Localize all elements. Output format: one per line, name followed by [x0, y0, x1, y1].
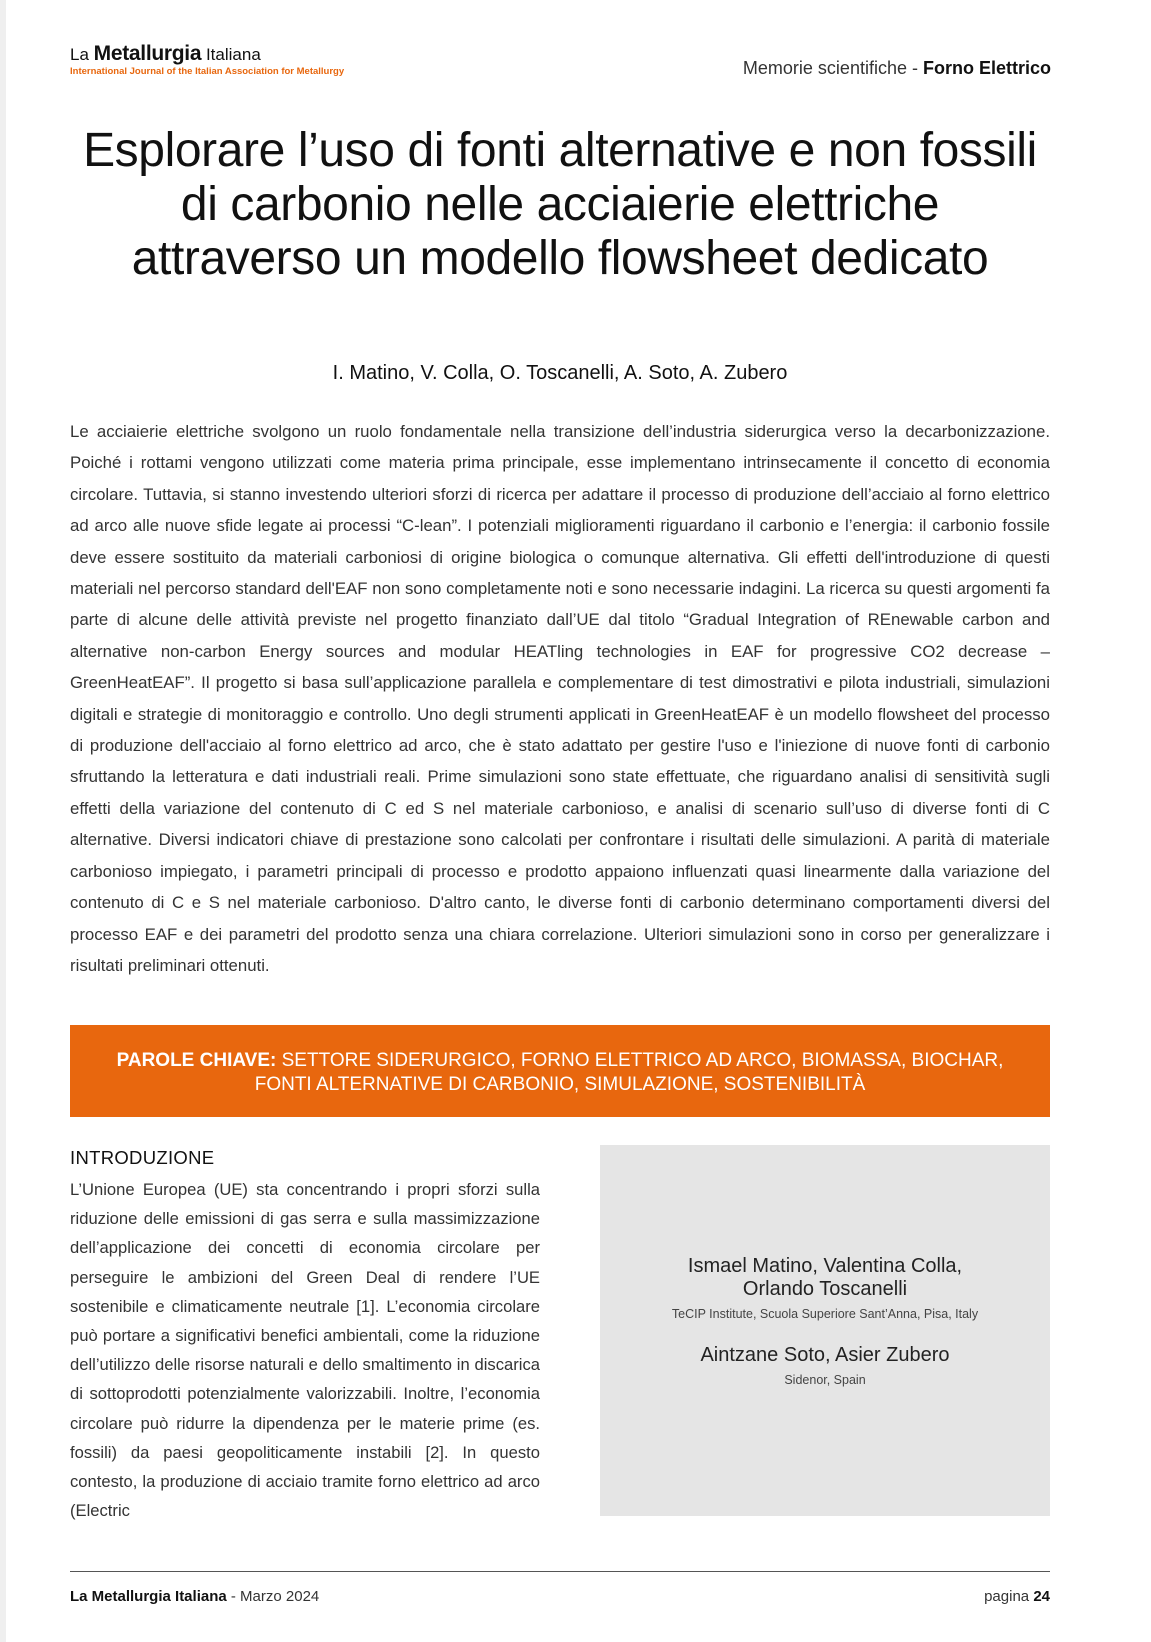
section-separator: -	[906, 58, 923, 78]
author-list: I. Matino, V. Colla, O. Toscanelli, A. Soto, A. Zubero	[332, 362, 788, 384]
article-title: Esplorare l’uso di fonti alternative e non fossili di carbonio nelle acciaierie elettriche attraverso un modello flowsheet dedicato	[83, 124, 1037, 285]
affiliation-group-1	[600, 1255, 1050, 1321]
footer-page	[984, 1588, 1050, 1605]
logo-main: Metallurgia	[93, 42, 202, 65]
footer-journal-name: La Metallurgia Italiana	[70, 1588, 227, 1605]
affiliation-names: Aintzane Soto, Asier Zubero	[700, 1344, 950, 1366]
keywords-line-1: SETTORE SIDERURGICO, FORNO ELETTRICO AD ARCO, BIOMASSA, BIOCHAR,	[276, 1050, 1004, 1071]
introduction-body: L’Unione Europea (UE) sta concentrando i propri sforzi sulla riduzione delle emissioni di gas serra e sulla massimizzazione dell’applicazione dei concetti di economia circolare per perseguire le ambizioni del Green Deal di rendere l’UE sostenibile e climaticamente neutrale [1]. L’economia circolare può portare a significativi benefici ambientali, come la riduzione dell’utilizzo delle risorse naturali e dello smaltimento in discarica di sottoprodotti potenzialmente valorizzabili. Inoltre, l’economia circolare può ridurre la dipendenza per le materie prime (es. fossili) da paesi geopoliticamente instabili [2]. In questo contesto, la produzione di acciaio tramite forno elettrico ad arco (Electric	[70, 1180, 540, 1521]
footer-page-label: pagina	[984, 1588, 1034, 1605]
section-label	[743, 58, 1051, 79]
section-name: Memorie scientifiche	[742, 58, 907, 78]
logo-title	[70, 44, 344, 65]
keywords-box	[70, 1025, 1050, 1117]
footer-issue: - Marzo 2024	[226, 1588, 320, 1605]
logo-subtitle: International Journal of the Italian Association for Metallurgy	[70, 66, 345, 77]
affiliation-group-2	[600, 1344, 1050, 1387]
logo-suffix: Italiana	[205, 45, 261, 64]
footer-journal	[70, 1588, 319, 1605]
affiliations-box	[600, 1145, 1050, 1516]
journal-logo	[70, 44, 344, 77]
introduction-heading: INTRODUZIONE	[70, 1147, 215, 1168]
keywords-label: PAROLE CHIAVE:	[116, 1050, 277, 1071]
affiliation-names	[600, 1255, 1050, 1301]
page-edge	[0, 0, 6, 1642]
affiliation-names-line-1: Ismael Matino, Valentina Colla,	[687, 1255, 963, 1277]
keywords-line-2: FONTI ALTERNATIVE DI CARBONIO, SIMULAZIONE, SOSTENIBILITÀ	[254, 1074, 866, 1095]
logo-prefix: La	[70, 45, 89, 64]
footer-page-number: 24	[1033, 1588, 1050, 1605]
affiliation-institution: TeCIP Institute, Scuola Superiore Sant’Anna, Pisa, Italy	[671, 1307, 979, 1321]
footer-divider	[70, 1571, 1050, 1572]
abstract: Le acciaierie elettriche svolgono un ruolo fondamentale nella transizione dell’industria siderurgica verso la decarbonizzazione. Poiché i rottami vengono utilizzati come materia prima principale, esse implementano intrinsecamente il concetto di economia circolare. Tuttavia, si stanno investendo ulteriori sforzi di ricerca per adattare il processo di produzione dell’acciaio al forno elettrico ad arco alle nuove sfide legate ai processi “C-lean”. I potenziali miglioramenti riguardano il carbonio e l’energia: il carbonio fossile deve essere sostituito da materiali carboniosi di origine biologica o comunque alternativa. Gli effetti dell'introduzione di questi materiali nel percorso standard dell'EAF non sono completamente noti e sono necessarie indagini. La ricerca su questi argomenti fa parte di alcune delle attività previste nel progetto finanziato dall’UE dal titolo “Gradual Integration of REnewable carbon and alternative non-carbon Energy sources and modular HEATling technologies in EAF for progressive CO2 decrease – GreenHeatEAF”. Il progetto si basa sull’applicazione parallela e complementare di test dimostrativi e pilota industriali, simulazioni digitali e strategie di monitoraggio e controllo. Uno degli strumenti applicati in GreenHeatEAF è un modello flowsheet del processo di produzione dell'acciaio al forno elettrico ad arco, che è stato adattato per gestire l'uso e l'iniezione di nuove fonti di carbonio sfruttando la letteratura e dati industriali reali. Prime simulazioni sono state effettuate, che riguardano analisi di sensitività sugli effetti della variazione del contenuto di C ed S nel materiale carbonioso, e analisi di scenario sull’uso di diverse fonti di C alternative. Diversi indicatori chiave di prestazione sono calcolati per confrontare i risultati delle simulazioni. A parità di materiale carbonioso impiegato, i parametri principali di processo e prodotto appaiono influenzati quasi linearmente dalla variazione del contenuto di C e S nel materiale carbonioso. D'altro canto, le diverse fonti di carbonio determinano comportamenti diversi del processo EAF e dei parametri del prodotto senza una chiara correlazione. Ulteriori simulazioni sono in corso per generalizzare i risultati preliminari ottenuti.	[70, 422, 1050, 975]
affiliation-institution: Sidenor, Spain	[784, 1373, 866, 1387]
section-topic: Forno Elettrico	[922, 58, 1051, 78]
affiliation-names-line-2: Orlando Toscanelli	[742, 1278, 908, 1300]
